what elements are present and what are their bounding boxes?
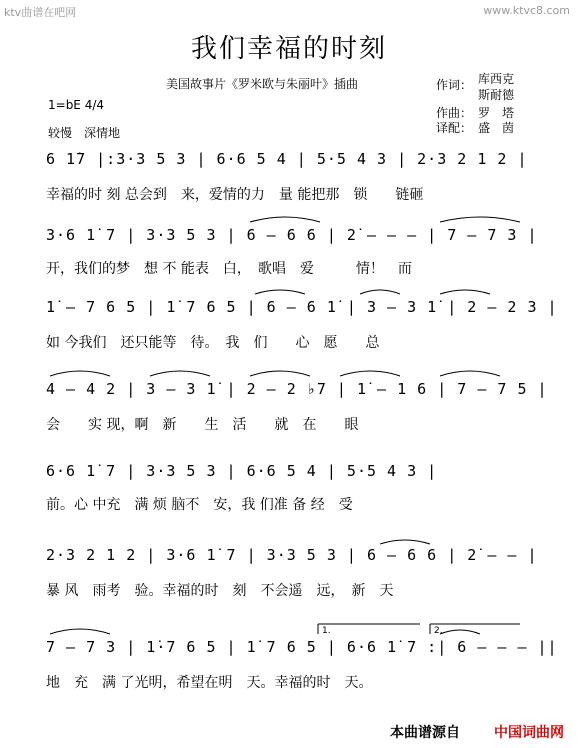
- site-name: 中国词曲网: [494, 725, 564, 741]
- system-1-notes: 6 1̇7 |:3·3 5 3 | 6·6 5 4 | 5·5 4 3 | 2·3 2 1 2 |: [46, 150, 528, 168]
- arranger-label: 译配：: [436, 121, 473, 135]
- song-title: 我们幸福的时刻: [190, 34, 387, 64]
- watermark-left: ktv曲谱在吧网: [4, 6, 77, 19]
- lyricist-2: 斯耐德: [478, 88, 515, 102]
- system-4-lyrics: 会 实 现，啊 新 生 活 就 在 眼: [46, 417, 359, 433]
- source-label: 本曲谱源自: [390, 725, 460, 741]
- system-3-lyrics: 如 今我们 还只能等 待。 我 们 心 愿 总: [46, 335, 380, 351]
- watermark-right: www.ktvc8.com: [483, 4, 570, 17]
- system-3-notes: 1̇ – 7 6 5 | 1̇ 7 6 5 | 6 – 6 1̇ | 3 – 3 1̇ | 2 – 2 3 |: [46, 298, 558, 316]
- arranger-name: 盛 茵: [478, 121, 515, 135]
- system-2-lyrics: 开，我们的梦 想 不 能表 白， 歌唱 爱 情！ 而: [46, 261, 412, 277]
- system-7-lyrics: 地 充 满 了光明，希望在明 天。幸福的时 天。: [46, 675, 373, 691]
- song-subtitle: 美国故事片《罗米欧与朱丽叶》插曲: [166, 77, 359, 91]
- system-5-lyrics: 前。心 中充 满 烦 脑不 安，我 们准 备 经 受: [46, 497, 353, 513]
- composer-label: 作曲：: [436, 106, 473, 120]
- tempo-marking: 较慢 深情地: [48, 126, 121, 140]
- volta-2-label: 2.: [434, 626, 443, 636]
- lyrics-label: 作词：: [436, 78, 473, 92]
- system-7-notes: 7 – 7 3 | 1̇·7 6 5 | 1̇ 7 6 5 | 6·6 1̇ 7 :| 6 – – – ||: [46, 638, 558, 656]
- system-1-lyrics: 幸福的时 刻 总会到 来，爱情的力 量 能把那 锁 链砸: [46, 187, 424, 203]
- key-signature: 1=bE 4/4: [48, 98, 105, 112]
- volta-1-label: 1.: [322, 626, 331, 636]
- system-6-notes: 2·3 2 1 2 | 3·6 1̇ 7 | 3·3 5 3 | 6 – 6 6 | 2̇ – – |: [46, 546, 538, 564]
- system-6-lyrics: 暴 风 雨考 验。幸福的时 刻 不会遥 远， 新 天: [46, 583, 394, 599]
- lyricist-1: 库西克: [478, 72, 515, 86]
- system-5-notes: 6·6 1̇ 7 | 3·3 5 3 | 6·6 5 4 | 5·5 4 3 |: [46, 462, 438, 480]
- system-4-notes: 4 – 4 2 | 3 – 3 1̇ | 2 – 2 ♭7 | 1̇ – 1 6 | 7 – 7 5 |: [46, 380, 548, 398]
- system-2-notes: 3·6 1̇ 7 | 3·3 5 3 | 6 – 6 6 | 2̇ – – – | 7 – 7 3 |: [46, 226, 538, 244]
- composer-name: 罗 塔: [478, 106, 515, 120]
